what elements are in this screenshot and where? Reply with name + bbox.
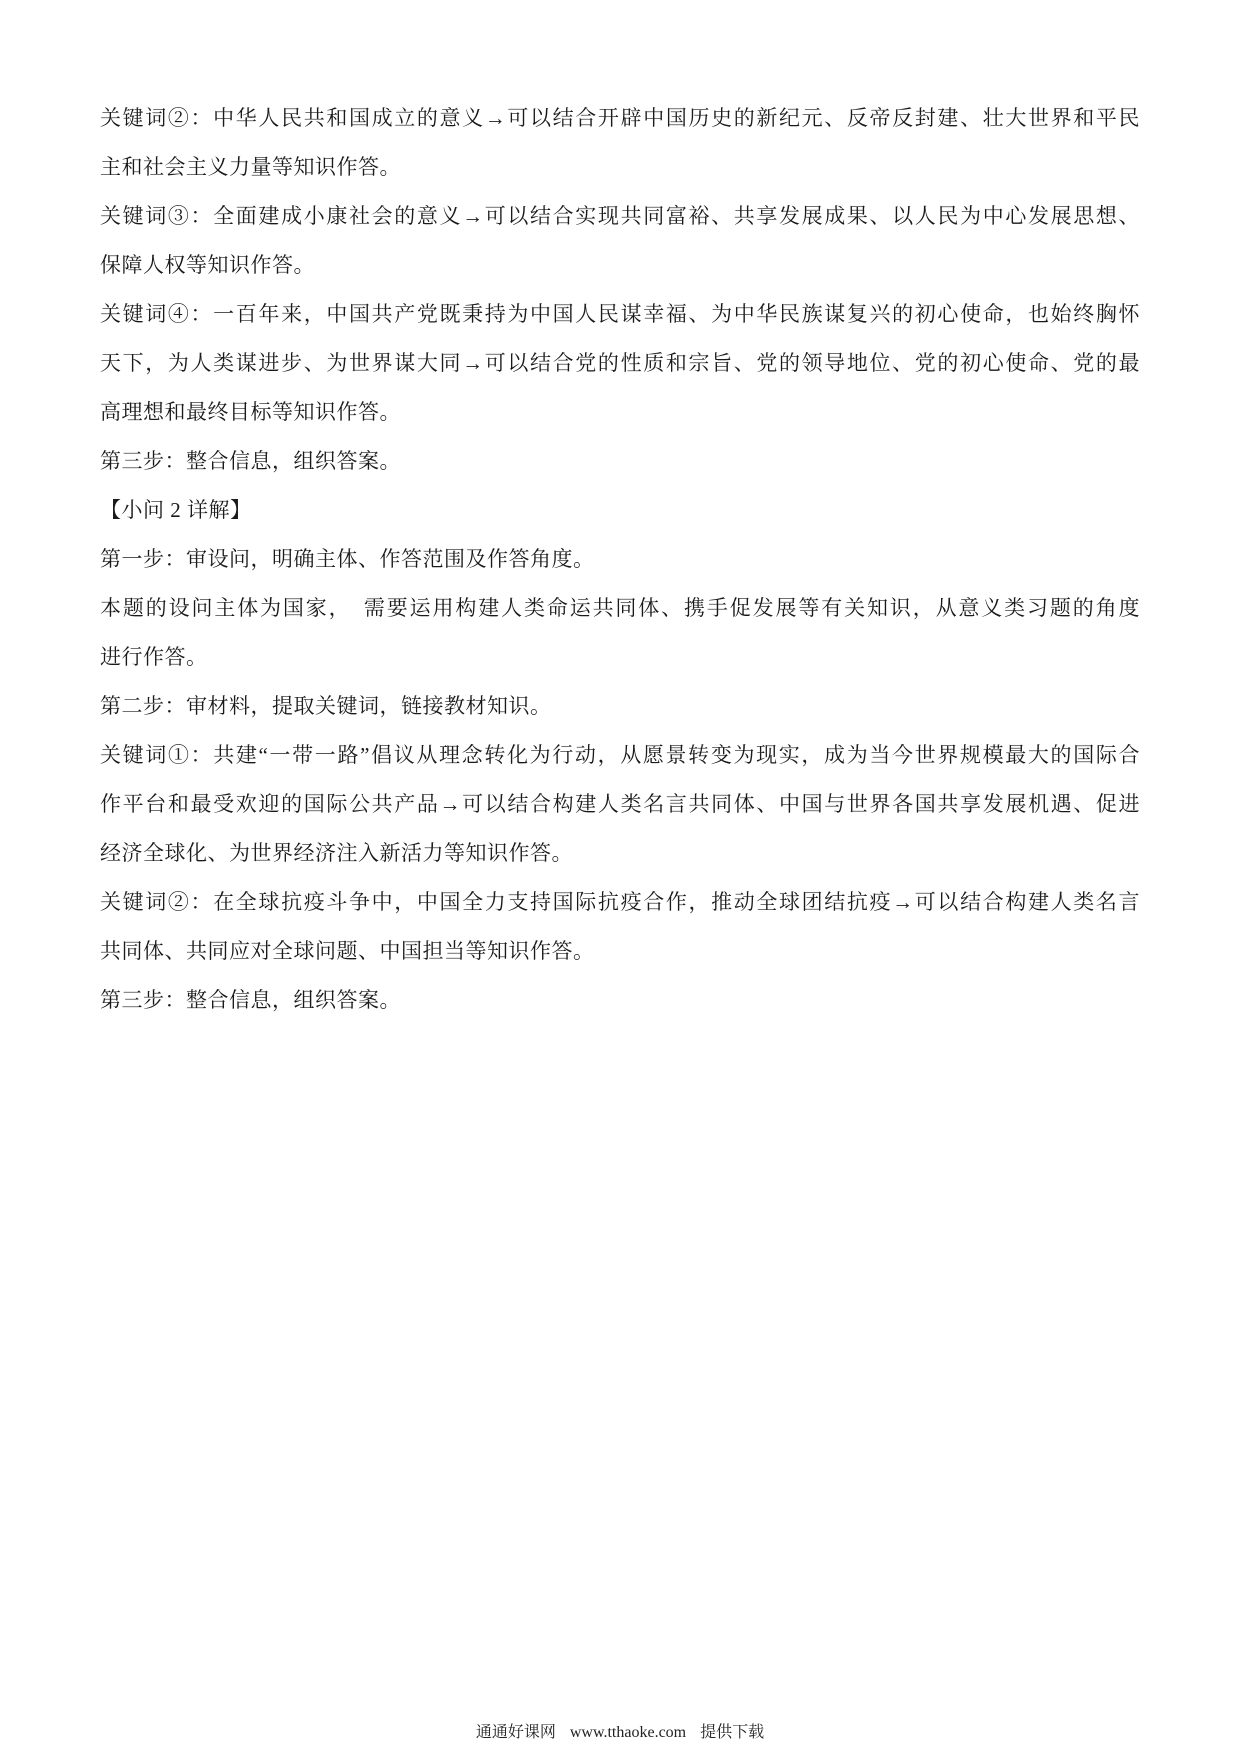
doc-line: 第二步：审材料，提取关键词，链接教材知识。 bbox=[100, 694, 552, 718]
doc-line: 作平台和最受欢迎的国际公共产品→可以结合构建人类名言共同体、中国与世界各国共享发展机遇、促进 bbox=[100, 792, 1140, 816]
footer-url: www.tthaoke.com bbox=[569, 1724, 687, 1741]
paragraph-keyword4-party bbox=[100, 290, 1140, 437]
doc-line: 共同体、共同应对全球问题、中国担当等知识作答。 bbox=[100, 939, 595, 963]
doc-line: 经济全球化、为世界经济注入新活力等知识作答。 bbox=[100, 841, 573, 865]
paragraph-subject-analysis bbox=[100, 584, 1140, 682]
doc-line: 第一步：审设问，明确主体、作答范围及作答角度。 bbox=[100, 547, 595, 571]
doc-line: 本题的设问主体为国家， 需要运用构建人类命运共同体、携手促发展等有关知识，从意义类习题的角度 bbox=[100, 596, 1140, 620]
doc-line: 第三步：整合信息，组织答案。 bbox=[100, 988, 401, 1012]
paragraph-subquestion2-heading bbox=[100, 486, 1140, 535]
doc-line: 天下，为人类谋进步、为世界谋大同→可以结合党的性质和宗旨、党的领导地位、党的初心使命、党的最 bbox=[100, 351, 1140, 375]
paragraph-step2-q2 bbox=[100, 682, 1140, 731]
paragraph-step1-q2 bbox=[100, 535, 1140, 584]
document-body bbox=[100, 94, 1140, 1025]
doc-line: 保障人权等知识作答。 bbox=[100, 253, 315, 277]
doc-line: 进行作答。 bbox=[100, 645, 208, 669]
doc-line: 关键词②：中华人民共和国成立的意义→可以结合开辟中国历史的新纪元、反帝反封建、壮大世界和平民 bbox=[100, 106, 1140, 130]
doc-line: 关键词③：全面建成小康社会的意义→可以结合实现共同富裕、共享发展成果、以人民为中心发展思想、 bbox=[100, 204, 1140, 228]
paragraph-keyword3-xiaokang bbox=[100, 192, 1140, 290]
paragraph-keyword2-pandemic bbox=[100, 878, 1140, 976]
doc-line: 高理想和最终目标等知识作答。 bbox=[100, 400, 401, 424]
doc-line: 关键词②：在全球抗疫斗争中，中国全力支持国际抗疫合作，推动全球团结抗疫→可以结合构建人类名言 bbox=[100, 890, 1140, 914]
paragraph-keyword2-founding bbox=[100, 94, 1140, 192]
doc-line: 主和社会主义力量等知识作答。 bbox=[100, 155, 401, 179]
doc-line: 关键词①：共建“一带一路”倡议从理念转化为行动，从愿景转变为现实，成为当今世界规模最大的国际合 bbox=[100, 743, 1140, 767]
paragraph-step3-q2 bbox=[100, 976, 1140, 1025]
page-footer bbox=[0, 1720, 1240, 1746]
footer-download-label: 提供下载 bbox=[700, 1724, 765, 1741]
paragraph-step3-q1 bbox=[100, 437, 1140, 486]
doc-line: 【小问 2 详解】 bbox=[100, 498, 252, 522]
doc-line: 关键词④：一百年来，中国共产党既秉持为中国人民谋幸福、为中华民族谋复兴的初心使命，也始终胸怀 bbox=[100, 302, 1140, 326]
doc-line: 第三步：整合信息，组织答案。 bbox=[100, 449, 401, 473]
footer-site-name: 通通好课网 bbox=[475, 1724, 556, 1741]
paragraph-keyword1-beltroad bbox=[100, 731, 1140, 878]
